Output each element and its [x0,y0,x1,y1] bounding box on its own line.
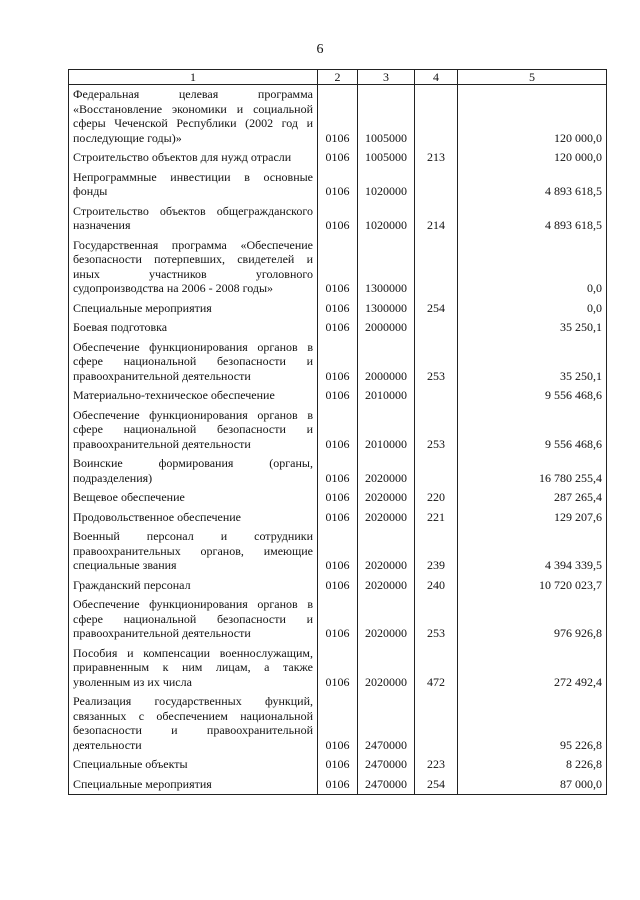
row-expense-type [415,386,458,406]
row-expense-type: 253 [415,406,458,455]
table-row [69,202,607,236]
row-expense-type [415,692,458,755]
row-amount: 0,0 [458,299,607,319]
header-col-4: 4 [415,70,458,85]
header-col-5: 5 [458,70,607,85]
row-amount: 10 720 023,7 [458,576,607,596]
row-target-code: 2020000 [358,576,415,596]
row-section-code: 0106 [318,488,358,508]
row-target-code: 2010000 [358,406,415,455]
row-section-code: 0106 [318,527,358,576]
row-amount: 35 250,1 [458,338,607,387]
row-amount: 9 556 468,6 [458,386,607,406]
table-row [69,338,607,387]
row-section-code: 0106 [318,406,358,455]
row-expense-type: 220 [415,488,458,508]
row-section-code: 0106 [318,692,358,755]
row-target-code: 2010000 [358,386,415,406]
row-name: Специальные объекты [69,755,318,775]
row-target-code: 1020000 [358,168,415,202]
budget-table [68,69,607,795]
row-target-code: 1300000 [358,236,415,299]
row-target-code: 2020000 [358,454,415,488]
row-expense-type: 223 [415,755,458,775]
row-section-code: 0106 [318,148,358,168]
row-name: Строительство объектов общегражданского назначения [69,202,318,236]
row-name: Федеральная целевая программа «Восстановление экономики и социальной сферы Чеченской Республики (2002 год и последующие годы)» [69,85,318,149]
row-amount: 129 207,6 [458,508,607,528]
row-name: Строительство объектов для нужд отрасли [69,148,318,168]
table-row [69,595,607,644]
row-expense-type [415,85,458,149]
table-row [69,406,607,455]
table-row [69,692,607,755]
row-name: Реализация государственных функций, связанных с обеспечением национальной безопасности и правоохранительной деятельности [69,692,318,755]
row-name: Военный персонал и сотрудники правоохранительных органов, имеющие специальные звания [69,527,318,576]
table-row [69,508,607,528]
row-section-code: 0106 [318,386,358,406]
row-name: Обеспечение функционирования органов в сфере национальной безопасности и правоохранительной деятельности [69,595,318,644]
row-section-code: 0106 [318,85,358,149]
row-name: Вещевое обеспечение [69,488,318,508]
row-section-code: 0106 [318,595,358,644]
row-target-code: 2020000 [358,488,415,508]
row-section-code: 0106 [318,576,358,596]
row-name: Государственная программа «Обеспечение безопасности потерпевших, свидетелей и иных участников уголовного судопроизводства на 2006 - 2008 годы» [69,236,318,299]
row-name: Боевая подготовка [69,318,318,338]
row-section-code: 0106 [318,299,358,319]
row-amount: 4 893 618,5 [458,168,607,202]
row-amount: 8 226,8 [458,755,607,775]
row-expense-type: 214 [415,202,458,236]
row-amount: 976 926,8 [458,595,607,644]
row-amount: 4 893 618,5 [458,202,607,236]
row-expense-type: 221 [415,508,458,528]
row-name: Обеспечение функционирования органов в сфере национальной безопасности и правоохранительной деятельности [69,406,318,455]
budget-table-body [69,70,607,795]
row-target-code: 2470000 [358,692,415,755]
header-col-2: 2 [318,70,358,85]
row-expense-type: 253 [415,595,458,644]
row-amount: 4 394 339,5 [458,527,607,576]
table-header-row [69,70,607,85]
table-row [69,775,607,795]
row-target-code: 2000000 [358,338,415,387]
row-section-code: 0106 [318,318,358,338]
row-name: Продовольственное обеспечение [69,508,318,528]
row-target-code: 1300000 [358,299,415,319]
row-amount: 120 000,0 [458,148,607,168]
row-name: Специальные мероприятия [69,299,318,319]
row-section-code: 0106 [318,755,358,775]
row-target-code: 2020000 [358,595,415,644]
row-expense-type [415,168,458,202]
row-target-code: 2020000 [358,508,415,528]
row-amount: 95 226,8 [458,692,607,755]
row-name: Непрограммные инвестиции в основные фонды [69,168,318,202]
table-row [69,644,607,693]
row-expense-type: 213 [415,148,458,168]
row-name: Пособия и компенсации военнослужащим, приравненным к ним лицам, а также уволенным из их числа [69,644,318,693]
row-section-code: 0106 [318,775,358,795]
row-amount: 35 250,1 [458,318,607,338]
row-target-code: 2020000 [358,527,415,576]
row-expense-type [415,454,458,488]
row-amount: 287 265,4 [458,488,607,508]
row-expense-type: 253 [415,338,458,387]
row-expense-type: 240 [415,576,458,596]
row-target-code: 2470000 [358,755,415,775]
row-expense-type: 254 [415,775,458,795]
row-name: Обеспечение функционирования органов в сфере национальной безопасности и правоохранительной деятельности [69,338,318,387]
row-target-code: 2000000 [358,318,415,338]
row-name: Воинские формирования (органы, подразделения) [69,454,318,488]
row-expense-type: 254 [415,299,458,319]
row-target-code: 2470000 [358,775,415,795]
row-expense-type: 239 [415,527,458,576]
row-name: Материально-техническое обеспечение [69,386,318,406]
table-row [69,755,607,775]
header-col-1: 1 [69,70,318,85]
row-amount: 120 000,0 [458,85,607,149]
row-name: Специальные мероприятия [69,775,318,795]
table-row [69,386,607,406]
row-section-code: 0106 [318,508,358,528]
table-row [69,236,607,299]
row-section-code: 0106 [318,644,358,693]
row-section-code: 0106 [318,168,358,202]
row-expense-type: 472 [415,644,458,693]
row-section-code: 0106 [318,236,358,299]
row-amount: 9 556 468,6 [458,406,607,455]
row-section-code: 0106 [318,454,358,488]
row-amount: 87 000,0 [458,775,607,795]
table-row [69,318,607,338]
row-target-code: 1020000 [358,202,415,236]
table-row [69,454,607,488]
table-row [69,488,607,508]
header-col-3: 3 [358,70,415,85]
table-row [69,527,607,576]
row-expense-type [415,236,458,299]
table-row [69,85,607,149]
row-amount: 272 492,4 [458,644,607,693]
row-name: Гражданский персонал [69,576,318,596]
row-target-code: 1005000 [358,148,415,168]
row-amount: 0,0 [458,236,607,299]
row-section-code: 0106 [318,202,358,236]
row-target-code: 2020000 [358,644,415,693]
page-number: 6 [316,42,324,57]
table-row [69,148,607,168]
row-target-code: 1005000 [358,85,415,149]
table-row [69,168,607,202]
table-row [69,299,607,319]
row-section-code: 0106 [318,338,358,387]
row-amount: 16 780 255,4 [458,454,607,488]
row-expense-type [415,318,458,338]
table-row [69,576,607,596]
